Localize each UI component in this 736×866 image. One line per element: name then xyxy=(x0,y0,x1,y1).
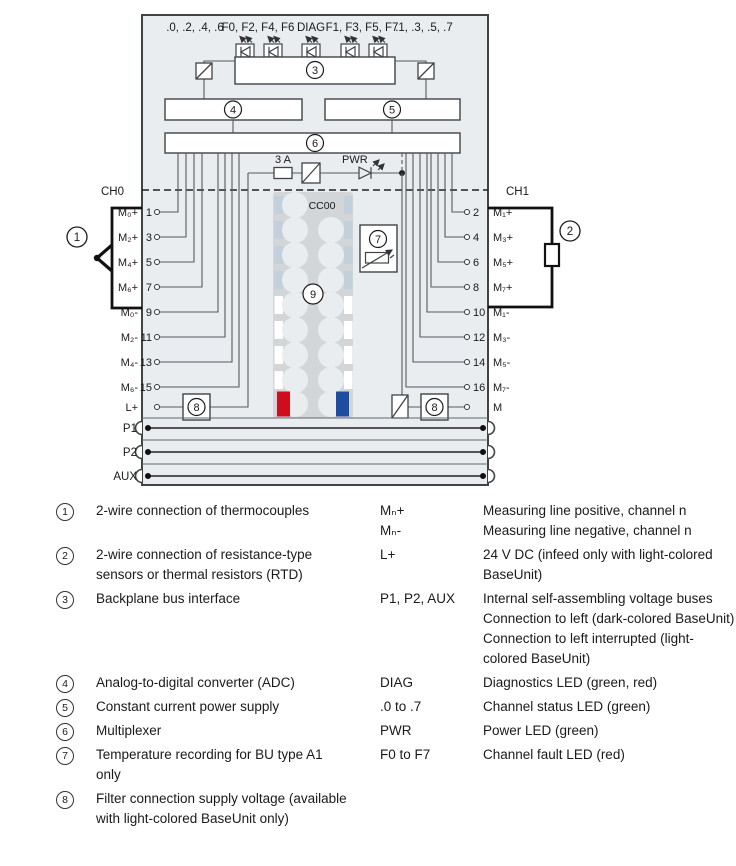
bus-label-aux: AUX xyxy=(113,471,137,483)
legend-num: 3 xyxy=(56,591,74,609)
block7-number: 7 xyxy=(374,234,382,246)
block4-number: 4 xyxy=(229,104,237,117)
legend-code: .0 to .7 xyxy=(380,699,422,714)
dc-converter-icon xyxy=(302,163,320,183)
pin-number: 15 xyxy=(139,382,152,394)
pin-number: 1 xyxy=(145,207,152,219)
legend-row xyxy=(56,789,736,829)
pin-number: 16 xyxy=(473,382,486,394)
pin-number: 7 xyxy=(145,282,152,294)
legend-row xyxy=(56,673,736,693)
ch1-label: CH1 xyxy=(506,186,530,198)
pin-number: 4 xyxy=(473,232,480,244)
legend-desc: Temperature recording for BU type A1 only xyxy=(96,747,323,782)
legend-meaning: Diagnostics LED (green, red) xyxy=(483,675,658,690)
blue-coding-tab xyxy=(336,392,349,417)
pin-label: M₇+ xyxy=(493,282,513,294)
pin-number: 2 xyxy=(473,207,480,219)
label-fault-odd: F1, F3, F5, F7 xyxy=(325,22,399,34)
legend-num: 7 xyxy=(56,747,74,765)
legend-num: 4 xyxy=(56,675,74,693)
legend-num: 5 xyxy=(56,699,74,717)
block5-number: 5 xyxy=(388,104,396,117)
pin-number: 6 xyxy=(473,257,480,269)
block8-number: 8 xyxy=(431,402,438,414)
legend-desc: 2-wire connection of resistance-type sensors or thermal resistors (RTD) xyxy=(96,547,313,582)
legend-num: 1 xyxy=(56,503,74,521)
fuse-icon xyxy=(274,168,292,179)
pin-number: 3 xyxy=(145,232,152,244)
pin-label: M₄- xyxy=(120,357,138,369)
legend-desc: Backplane bus interface xyxy=(96,591,241,606)
connector-code: CC00 xyxy=(308,200,336,212)
fuse-label: 3 A xyxy=(275,154,291,166)
isolation-icon xyxy=(392,395,408,418)
legend-meaning: Connection to left (dark-colored BaseUnit) xyxy=(483,611,735,626)
pin-number: 5 xyxy=(145,257,152,269)
legend-desc: Constant current power supply xyxy=(96,699,280,714)
pin-label: M₅+ xyxy=(493,257,514,269)
legend-row xyxy=(56,589,736,669)
legend-desc: Analog-to-digital converter (ADC) xyxy=(96,675,295,690)
legend-row xyxy=(56,501,736,541)
legend-code: P1, P2, AUX xyxy=(380,591,456,606)
legend-row xyxy=(56,545,736,585)
pin-label: M₀- xyxy=(120,307,138,319)
red-coding-tab xyxy=(277,392,290,417)
legend-desc: 2-wire connection of thermocouples xyxy=(96,503,310,518)
legend-code: PWR xyxy=(380,723,412,738)
pin-label: M₆- xyxy=(120,382,138,394)
pin-number: 11 xyxy=(140,332,152,344)
legend-meaning: Measuring line negative, channel n xyxy=(483,523,692,538)
pin-label: M₄+ xyxy=(117,257,138,269)
legend-num: 8 xyxy=(56,791,74,809)
legend-row xyxy=(56,745,736,785)
ch0-label: CH0 xyxy=(101,186,125,198)
label-diag: DIAG xyxy=(296,22,326,34)
legend-num: 2 xyxy=(56,547,74,565)
legend-code: DIAG xyxy=(380,675,414,690)
block6-number: 6 xyxy=(311,138,319,150)
bus-label-p2: P2 xyxy=(122,447,137,459)
pin-label: M₇- xyxy=(493,382,510,394)
block-multiplexer xyxy=(165,133,460,153)
pin-number: 8 xyxy=(473,282,480,294)
legend-num: 6 xyxy=(56,723,74,741)
block-temp-sensor xyxy=(360,225,397,272)
block-led-interface xyxy=(235,57,395,84)
block8-number: 8 xyxy=(193,402,200,414)
legend xyxy=(0,495,736,829)
callout1-number: 1 xyxy=(73,232,81,244)
pin-label: M₂+ xyxy=(118,232,138,244)
block-adc xyxy=(165,99,302,120)
pin-label: M₁+ xyxy=(493,207,513,219)
legend-code: F0 to F7 xyxy=(380,747,431,762)
legend-desc: Filter connection supply voltage (available with light-colored BaseUnit only) xyxy=(96,791,347,826)
legend-code: L+ xyxy=(380,547,396,562)
legend-meaning: Power LED (green) xyxy=(483,723,599,738)
legend-code: Mₙ- xyxy=(380,523,402,538)
block9-number: 9 xyxy=(309,289,317,301)
label-status-odd: .1, .3, .5, .7 xyxy=(395,22,453,34)
label-fault-even: F0, F2, F4, F6 xyxy=(221,22,295,34)
callout2-number: 2 xyxy=(566,226,574,238)
pwr-label: PWR xyxy=(342,154,368,166)
pin-label: M₆+ xyxy=(117,282,138,294)
pin-label: M₂- xyxy=(120,332,138,344)
pin-label: M₁- xyxy=(493,307,510,319)
legend-code: Mₙ+ xyxy=(380,503,405,518)
pin-label: M₃+ xyxy=(493,232,514,244)
block-current-supply xyxy=(325,99,460,120)
legend-meaning: Channel fault LED (red) xyxy=(483,747,625,762)
label-status-even: .0, .2, .4, .6 xyxy=(166,22,224,34)
pin-number: 13 xyxy=(139,357,152,369)
legend-row xyxy=(56,721,736,741)
pin-number: 10 xyxy=(473,307,486,319)
legend-meaning: Internal self-assembling voltage buses xyxy=(483,591,713,606)
legend-row xyxy=(56,697,736,717)
pin-number: 12 xyxy=(473,332,486,344)
block3-number: 3 xyxy=(311,65,319,77)
legend-meaning: Connection to left interrupted (light-colored BaseUnit) xyxy=(483,631,694,666)
terminal-block xyxy=(273,192,353,418)
pin-label: M xyxy=(493,402,503,414)
pin-number: 14 xyxy=(473,357,486,369)
legend-desc: Multiplexer xyxy=(96,723,162,738)
pin-number: 9 xyxy=(145,307,152,319)
pin-label: M₅- xyxy=(493,357,511,369)
legend-meaning: 24 V DC (infeed only with light-colored BaseUnit) xyxy=(483,547,713,582)
resistor-icon xyxy=(545,244,559,266)
pin-label: L+ xyxy=(125,402,138,414)
legend-meaning: Channel status LED (green) xyxy=(483,699,651,714)
pin-label: M₀+ xyxy=(117,207,138,219)
bus-label-p1: P1 xyxy=(122,423,137,435)
pin-label: M₃- xyxy=(493,332,511,344)
legend-meaning: Measuring line positive, channel n xyxy=(483,503,687,518)
led-labels xyxy=(166,22,453,34)
